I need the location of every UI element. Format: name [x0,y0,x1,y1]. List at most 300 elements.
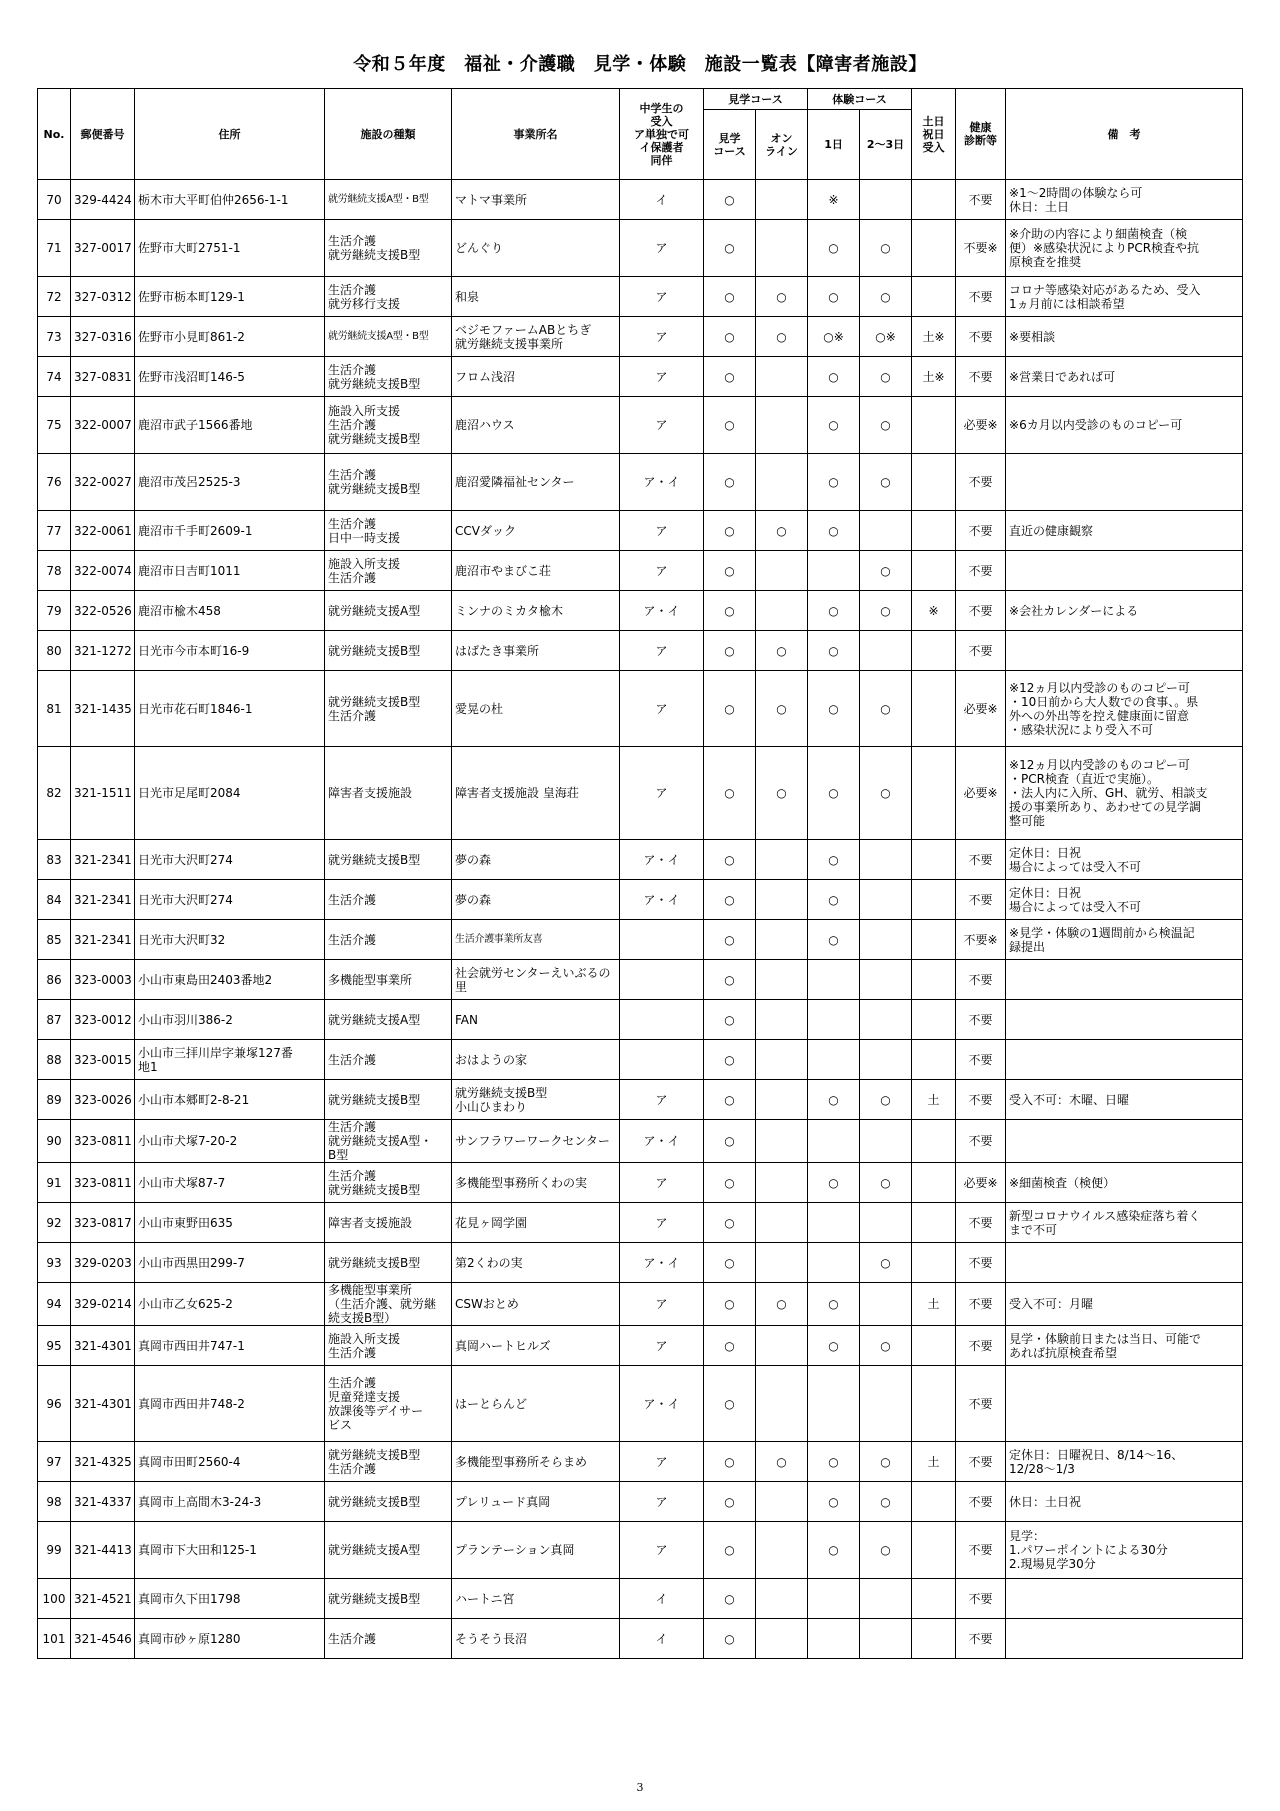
experience-1day-mark [808,1000,860,1040]
remarks [1006,1482,1243,1522]
health-check: 不要 [956,1579,1006,1619]
experience-1day-mark: ○ [808,880,860,920]
address-line: 日光市花石町1846-1 [138,701,253,716]
experience-1day-mark: ○ [808,511,860,551]
health-check: 不要 [956,880,1006,920]
address [135,591,325,631]
junior-high-acceptance: ア [620,277,704,317]
header-day1: 1日 [808,110,860,180]
table-row [38,1579,1243,1619]
facility-type-line: 生活介護 [328,362,377,377]
address-line: 地1 [138,1059,158,1074]
postal-code: 323-0811 [71,1120,135,1163]
business-name-line: 就労継続支援B型 [455,1085,548,1100]
postal-code: 321-4337 [71,1482,135,1522]
weekend-acceptance [912,1619,956,1659]
online-mark: ○ [756,671,808,747]
visit-course-mark: ○ [704,1442,756,1482]
postal-code: 321-4521 [71,1579,135,1619]
facility-type-line: 就労継続支援B型 [328,1591,421,1606]
table-row [38,220,1243,277]
business-name-line: ミンナのミカタ楡木 [455,603,564,618]
remarks [1006,397,1243,454]
table-row [38,840,1243,880]
facility-type-line: 就労継続支援B型 [328,1255,421,1270]
experience-1day-mark [808,960,860,1000]
row-number: 84 [38,880,71,920]
page-title: 令和５年度 福祉・介護職 見学・体験 施設一覧表【障害者施設】 [353,54,927,75]
facility-type-line: 就労継続支援B型 [328,1494,421,1509]
address-line: 小山市東野田635 [138,1215,233,1230]
remarks-line: 2.現場見学30分 [1009,1557,1096,1571]
business-name-line: CSWおとめ [455,1297,519,1311]
row-number: 92 [38,1203,71,1243]
visit-course-mark: ○ [704,1163,756,1203]
junior-high-acceptance: ア [620,1283,704,1326]
row-number: 70 [38,180,71,220]
health-check: 必要※ [956,671,1006,747]
online-mark [756,454,808,511]
address-line: 真岡市久下田1798 [138,1591,241,1606]
online-mark [756,551,808,591]
junior-high-acceptance: ア・イ [620,1366,704,1442]
facility-type-line: 生活介護 [328,1461,377,1476]
address [135,180,325,220]
remarks [1006,1522,1243,1579]
row-number: 74 [38,357,71,397]
experience-2-3day-mark: ○ [860,1442,912,1482]
page-number: 3 [636,1781,644,1794]
remarks [1006,1120,1243,1163]
table-row [38,317,1243,357]
address [135,397,325,454]
business-name-line: はーとらんど [455,1396,528,1411]
online-mark [756,1120,808,1163]
experience-1day-mark: ○ [808,220,860,277]
weekend-acceptance [912,1040,956,1080]
visit-course-mark: ○ [704,1326,756,1366]
header-business-name: 事業所名 [452,89,620,180]
weekend-acceptance: 土※ [912,357,956,397]
junior-high-acceptance: ア [620,1522,704,1579]
header-junior-high-line: イ保護者 [639,140,684,154]
online-mark [756,880,808,920]
business-name [452,1243,620,1283]
facility-type [325,551,452,591]
junior-high-acceptance: ア・イ [620,591,704,631]
row-number: 75 [38,397,71,454]
weekend-acceptance [912,631,956,671]
remarks-line: 受入不可：月曜 [1009,1297,1094,1311]
health-check: 不要 [956,1326,1006,1366]
online-mark [756,1203,808,1243]
weekend-acceptance [912,1482,956,1522]
experience-2-3day-mark [860,1120,912,1163]
header-junior-high-line: 中学生の [639,101,684,115]
address [135,960,325,1000]
business-name-line: 生活介護事業所友喜 [455,933,543,945]
online-mark [756,1040,808,1080]
address [135,454,325,511]
business-name-line: ベジモファームABとちぎ [455,322,592,337]
address [135,277,325,317]
experience-2-3day-mark [860,1000,912,1040]
health-check: 必要※ [956,397,1006,454]
remarks [1006,220,1243,277]
header-junior-high-line: 同伴 [650,153,673,167]
experience-2-3day-mark: ○※ [860,317,912,357]
experience-2-3day-mark [860,1579,912,1619]
business-name-line: FAN [455,1012,478,1027]
online-mark [756,1326,808,1366]
table-row [38,1163,1243,1203]
junior-high-acceptance: ア [620,357,704,397]
facility-type [325,1442,452,1482]
remarks [1006,591,1243,631]
remarks-line: ・感染状況により受入不可 [1009,722,1154,737]
address [135,1482,325,1522]
business-name-line: 鹿沼市やまびこ荘 [455,563,552,578]
experience-1day-mark [808,1203,860,1243]
header-weekend-line: 受入 [922,140,945,154]
row-number: 100 [38,1579,71,1619]
experience-1day-mark: ○ [808,1283,860,1326]
business-name-line: 鹿沼ハウス [455,418,515,432]
online-mark [756,357,808,397]
remarks [1006,631,1243,671]
remarks-line: 援の事業所あり、あわせての見学調 [1009,800,1202,814]
experience-2-3day-mark: ○ [860,747,912,840]
online-mark [756,1080,808,1120]
experience-1day-mark: ○ [808,840,860,880]
remarks-line: 便）※感染状況によりPCR検査や抗 [1009,241,1200,255]
remarks [1006,1619,1243,1659]
online-mark [756,1619,808,1659]
remarks-line: ※要相談 [1009,329,1056,344]
business-name [452,1203,620,1243]
facility-type [325,277,452,317]
remarks [1006,880,1243,920]
health-check: 不要 [956,631,1006,671]
postal-code: 322-0027 [71,454,135,511]
address-line: 鹿沼市茂呂2525-3 [138,475,241,489]
address-line: 鹿沼市楡木458 [138,603,221,618]
table-row [38,1243,1243,1283]
remarks [1006,1579,1243,1619]
business-name [452,1482,620,1522]
weekend-acceptance [912,1366,956,1442]
health-check: 不要 [956,357,1006,397]
experience-1day-mark: ○ [808,1522,860,1579]
postal-code: 321-4301 [71,1366,135,1442]
online-mark [756,1522,808,1579]
header-no: No. [38,89,71,180]
junior-high-acceptance [620,920,704,960]
facility-type-line: 障害者支援施設 [328,786,413,800]
header-visit-line: コース [713,144,746,158]
experience-1day-mark: ○ [808,747,860,840]
experience-2-3day-mark [860,1366,912,1442]
remarks-line: 定休日：日祝 [1009,885,1082,900]
facility-type [325,1579,452,1619]
remarks-line: 場合によっては受入不可 [1009,859,1142,874]
online-mark: ○ [756,631,808,671]
health-check: 不要 [956,454,1006,511]
visit-course-mark: ○ [704,1579,756,1619]
experience-1day-mark [808,1120,860,1163]
business-name [452,1619,620,1659]
business-name [452,277,620,317]
remarks [1006,1000,1243,1040]
address-line: 真岡市上高間木3-24-3 [138,1494,262,1509]
postal-code: 322-0526 [71,591,135,631]
header-address: 住所 [135,89,325,180]
facility-type-line: 生活介護 [328,234,377,248]
address [135,1203,325,1243]
facility-type [325,960,452,1000]
business-name-line: どんぐり [455,241,504,255]
remarks-line: 録提出 [1009,939,1046,954]
facility-type-line: 生活介護 [328,932,377,947]
header-remarks: 備 考 [1006,89,1243,180]
facility-type-line: 多機能型事業所 [328,972,413,987]
header-online-line: ライン [765,144,798,158]
remarks [1006,277,1243,317]
health-check: 不要 [956,1619,1006,1659]
experience-2-3day-mark: ○ [860,454,912,511]
row-number: 90 [38,1120,71,1163]
business-name [452,397,620,454]
experience-1day-mark: ○ [808,1080,860,1120]
facility-type [325,920,452,960]
visit-course-mark: ○ [704,880,756,920]
facility-type-line: 就労継続支援A型・B型 [328,193,429,205]
visit-course-mark: ○ [704,1203,756,1243]
junior-high-acceptance [620,1040,704,1080]
business-name-line: 真岡ハートヒルズ [455,1338,551,1353]
weekend-acceptance [912,1203,956,1243]
remarks [1006,1442,1243,1482]
row-number: 78 [38,551,71,591]
row-number: 95 [38,1326,71,1366]
junior-high-acceptance: ア [620,1442,704,1482]
facility-type-line: （生活介護、就労継 [328,1297,437,1311]
visit-course-mark: ○ [704,551,756,591]
remarks-line: ※細菌検査（検便） [1009,1175,1116,1190]
address-line: 鹿沼市武子1566番地 [138,418,253,432]
experience-1day-mark: ※ [808,180,860,220]
health-check: 不要 [956,1482,1006,1522]
facility-type-line: 施設入所支援 [328,1331,401,1346]
facility-type-line: 就労継続支援B型 [328,852,421,867]
health-check: 不要 [956,1522,1006,1579]
header-junior-high-line: ア単独で可 [634,127,689,141]
address [135,747,325,840]
table-row [38,1040,1243,1080]
facility-type-line: 施設入所支援 [328,404,401,418]
facility-type-line: 生活介護 [328,1168,377,1183]
facility-type-line: B型 [328,1148,349,1162]
address [135,880,325,920]
weekend-acceptance: ※ [912,591,956,631]
address-line: 真岡市西田井747-1 [138,1338,245,1353]
remarks-line: 新型コロナウイルス感染症落ち着く [1009,1208,1201,1223]
address [135,220,325,277]
facility-type-line: 生活介護 [328,708,377,723]
remarks [1006,1366,1243,1442]
row-number: 82 [38,747,71,840]
remarks-line: 定休日：日祝 [1009,845,1082,860]
business-name [452,1442,620,1482]
business-name [452,1080,620,1120]
experience-2-3day-mark [860,1203,912,1243]
health-check: 不要 [956,840,1006,880]
facility-type-line: 就労継続支援A型・ [328,1134,433,1148]
header-health-line: 診断等 [964,134,998,147]
postal-code: 323-0817 [71,1203,135,1243]
facility-type-line: 就労継続支援B型 [328,1092,421,1107]
remarks-line: 休日：土日祝 [1009,1494,1082,1509]
experience-2-3day-mark [860,1619,912,1659]
table-row [38,1366,1243,1442]
postal-code: 329-0214 [71,1283,135,1326]
address-line: 日光市大沢町274 [138,852,233,867]
table-row [38,880,1243,920]
business-name-line: 夢の森 [455,892,492,907]
table-row [38,1283,1243,1326]
experience-1day-mark: ○ [808,1326,860,1366]
row-number: 80 [38,631,71,671]
business-name-line: そうそう長沼 [455,1631,528,1646]
online-mark [756,920,808,960]
junior-high-acceptance: ア [620,1163,704,1203]
remarks-line: ※1～2時間の体験なら可 [1009,185,1143,200]
address-line: 鹿沼市日吉町1011 [138,563,241,578]
business-name [452,454,620,511]
facility-type [325,511,452,551]
online-mark [756,840,808,880]
postal-code: 321-2341 [71,880,135,920]
visit-course-mark: ○ [704,1000,756,1040]
remarks [1006,551,1243,591]
table-row [38,1000,1243,1040]
online-mark: ○ [756,317,808,357]
business-name [452,631,620,671]
visit-course-mark: ○ [704,1619,756,1659]
postal-code: 323-0003 [71,960,135,1000]
weekend-acceptance: 土 [912,1080,956,1120]
junior-high-acceptance: イ [620,1619,704,1659]
facility-type [325,1366,452,1442]
address-line: 小山市三拝川岸字兼塚127番 [138,1045,293,1060]
online-mark: ○ [756,1442,808,1482]
business-name [452,1163,620,1203]
address [135,511,325,551]
health-check: 不要 [956,551,1006,591]
online-mark [756,1482,808,1522]
remarks-line: ・10日前から大人数での食事、。県 [1009,694,1199,709]
facility-type-line: 就労継続支援B型 [328,643,421,658]
postal-code: 323-0026 [71,1080,135,1120]
facility-type-line: 就労移行支援 [328,296,401,311]
business-name-line: 障害者支援施設 皇海荘 [455,786,579,800]
table-row [38,1120,1243,1163]
facility-type-line: 児童発達支援 [328,1389,401,1404]
postal-code: 323-0811 [71,1163,135,1203]
address [135,1579,325,1619]
facility-type [325,357,452,397]
visit-course-mark: ○ [704,1366,756,1442]
address-line: 鹿沼市千手町2609-1 [138,523,253,538]
junior-high-acceptance [620,960,704,1000]
remarks [1006,1040,1243,1080]
facility-table [37,88,1243,1659]
experience-2-3day-mark: ○ [860,1326,912,1366]
experience-2-3day-mark [860,180,912,220]
address-line: 真岡市西田井748-2 [138,1396,245,1411]
weekend-acceptance [912,220,956,277]
facility-type [325,220,452,277]
junior-high-acceptance: ア [620,1482,704,1522]
experience-2-3day-mark: ○ [860,357,912,397]
facility-type-line: 就労継続支援B型 [328,248,421,262]
address [135,840,325,880]
junior-high-acceptance: ア [620,671,704,747]
remarks [1006,180,1243,220]
postal-code: 321-1272 [71,631,135,671]
remarks [1006,747,1243,840]
weekend-acceptance [912,1579,956,1619]
experience-2-3day-mark: ○ [860,551,912,591]
business-name [452,551,620,591]
row-number: 77 [38,511,71,551]
address-line: 真岡市田町2560-4 [138,1454,241,1469]
row-number: 71 [38,220,71,277]
table-row [38,1522,1243,1579]
facility-type [325,454,452,511]
business-name-line: サンフラワーワークセンター [455,1134,610,1148]
business-name [452,1522,620,1579]
table-row [38,1203,1243,1243]
experience-1day-mark: ○ [808,920,860,960]
address-line: 日光市大沢町32 [138,932,226,947]
remarks-line: 原検査を推奨 [1009,255,1082,269]
postal-code: 327-0312 [71,277,135,317]
row-number: 88 [38,1040,71,1080]
visit-course-mark: ○ [704,671,756,747]
remarks-line: まで不可 [1009,1222,1058,1237]
business-name [452,1283,620,1326]
table-row [38,631,1243,671]
visit-course-mark: ○ [704,397,756,454]
header-health-line: 健康 [969,121,992,134]
address [135,920,325,960]
facility-type [325,1522,452,1579]
weekend-acceptance [912,1522,956,1579]
junior-high-acceptance: ア [620,397,704,454]
weekend-acceptance [912,920,956,960]
header-zip: 郵便番号 [71,89,135,180]
facility-type-line: 生活介護 [328,282,377,297]
visit-course-mark: ○ [704,1243,756,1283]
remarks [1006,1163,1243,1203]
online-mark [756,960,808,1000]
online-mark: ○ [756,511,808,551]
header-facility-type: 施設の種類 [325,89,452,180]
business-name [452,840,620,880]
facility-type-line: 放課後等デイサー [328,1403,424,1418]
header-online [756,110,808,180]
